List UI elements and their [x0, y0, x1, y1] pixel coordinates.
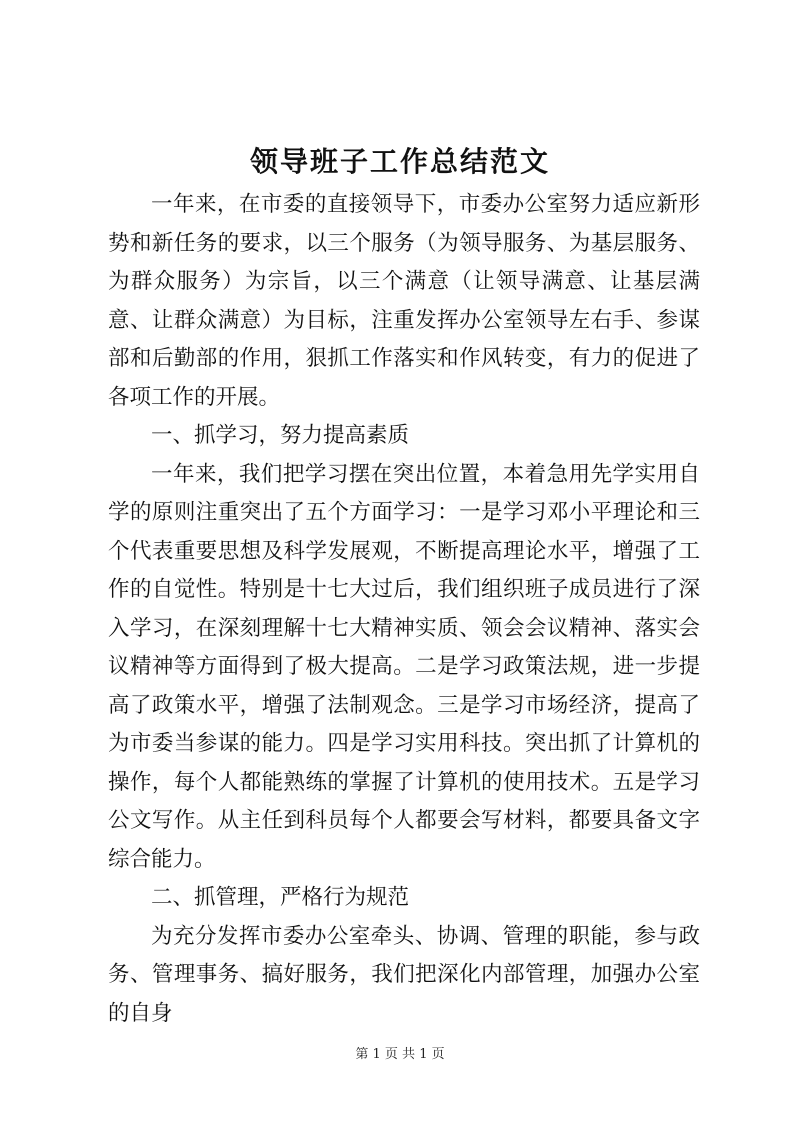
section-heading-management: 二、抓管理，严格行为规范 — [151, 885, 410, 910]
document-title: 领导班子工作总结范文 — [249, 145, 550, 178]
section-heading-study: 一、抓学习，努力提高素质 — [151, 423, 410, 448]
document-body — [108, 186, 700, 1033]
paragraph-study: 一年来，我们把学习摆在突出位置，本着急用先学实用自学的原则注重突出了五个方面学习：一是学习邓小平理论和三个代表重要思想及科学发展观，不断提高理论水平，增强了工作的自觉性。特别是十七大过后，我们组织班子成员进行了深入学习，在深刻理解十七大精神实质、领会会议精神、落实会议精神等方面得到了极大提高。二是学习政策法规，进一步提高了政策水平，增强了法制观念。三是学习市场经济，提高了为市委当参谋的能力。四是学习实用科技。突出抓了计算机的操作，每个人都能熟练的掌握了计算机的使用技术。五是学习公文写作。从主任到科员每个人都要会写材料，都要具备文字综合能力。 — [108, 461, 700, 872]
paragraph-intro: 一年来，在市委的直接领导下，市委办公室努力适应新形势和新任务的要求，以三个服务（为领导服务、为基层服务、为群众服务）为宗旨，以三个满意（让领导满意、让基层满意、让群众满意）为目标，注重发挥办公室领导左右手、参谋部和后勤部的作用，狠抓工作落实和作风转变，有力的促进了各项工作的开展。 — [108, 192, 700, 410]
paragraph-management: 为充分发挥市委办公室牵头、协调、管理的职能，参与政务、管理事务、搞好服务，我们把深化内部管理，加强办公室的自身 — [108, 923, 700, 1026]
page-footer: 第 1 页 共 1 页 — [355, 1047, 445, 1062]
